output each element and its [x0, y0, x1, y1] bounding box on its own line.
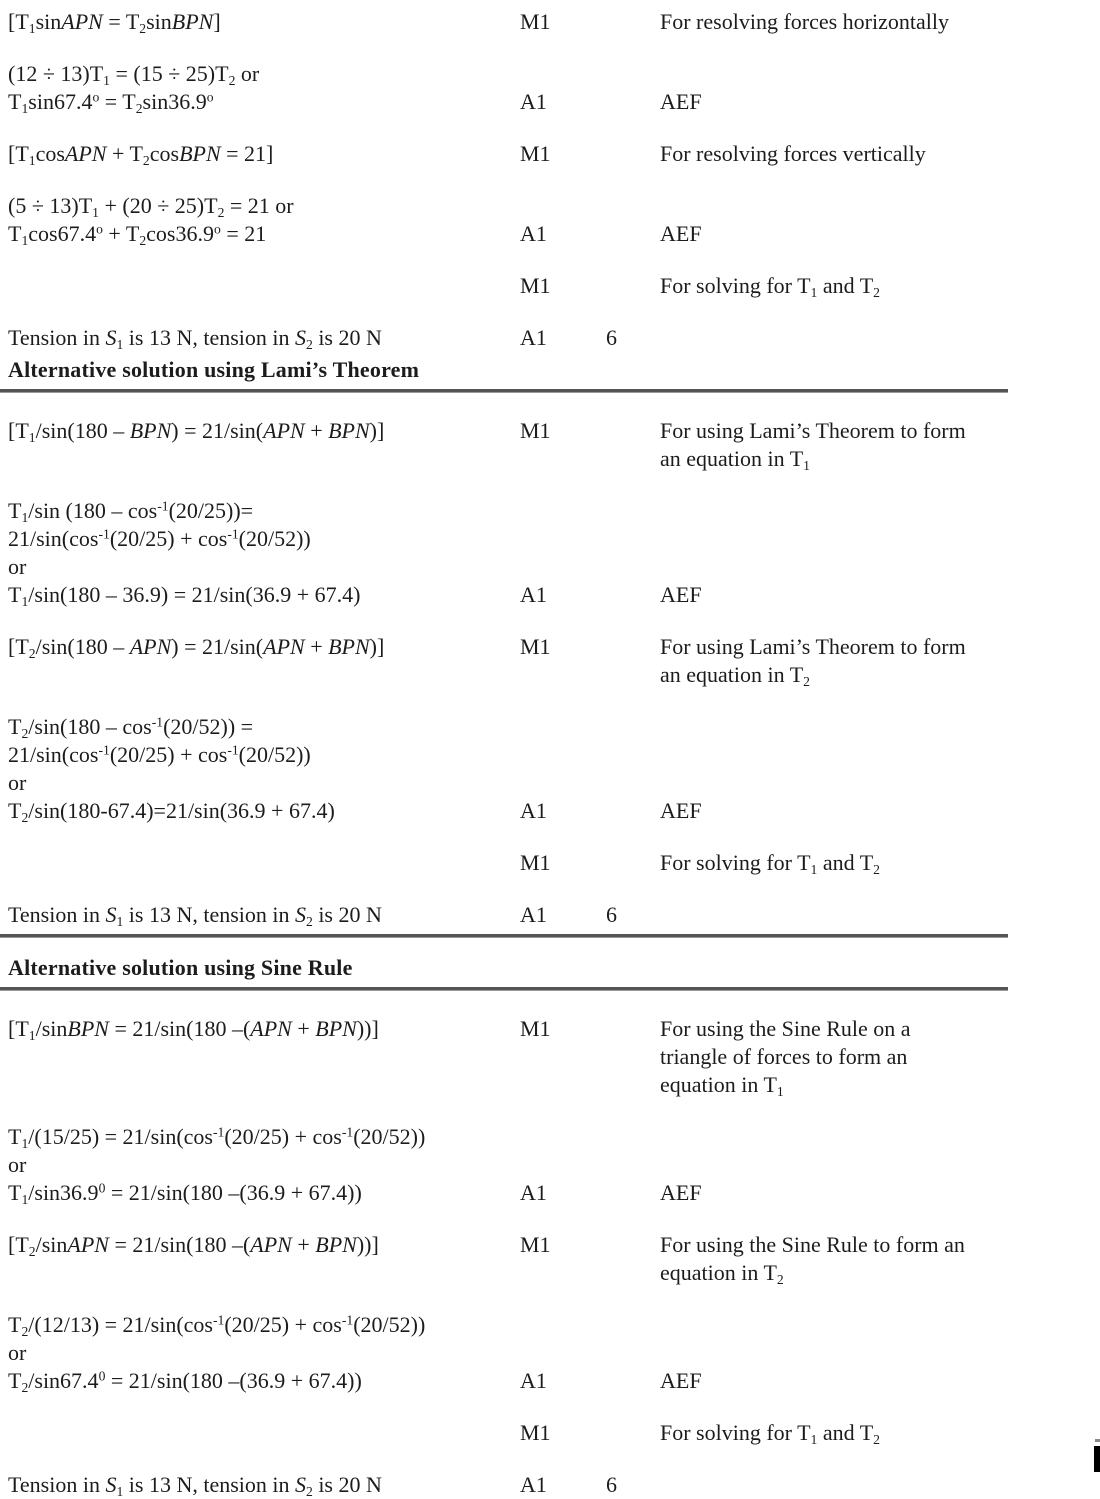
mark-cell: A1 [520, 89, 547, 114]
working-cell: $(12 \div 13)T_1 = (15 \div 25)T_2$ or $T_1\sin 67.4^o = T_2\sin 36.9^o$ [8, 61, 260, 116]
working-cell: Tension in $S_1$ is 13 N, tension in $S_2$ is 20 N [8, 902, 382, 929]
working-cell [8, 272, 520, 273]
scan-edge-artifact [1094, 1446, 1100, 1472]
total-cell [606, 1394, 660, 1395]
total-cell [606, 1419, 660, 1420]
section-divider [0, 934, 1008, 938]
mark-cell: M1 [520, 634, 551, 659]
table-row [8, 1015, 1008, 1099]
table-row [8, 417, 1008, 473]
table-row [8, 1123, 1008, 1207]
table-row [8, 60, 1008, 116]
mark-cell: M1 [520, 418, 551, 443]
total-cell [606, 849, 660, 850]
working-cell: [$T_1cosAPN$ + $T_2cosBPN = 21$] [8, 141, 274, 168]
comment-cell: For resolving forces horizontally [660, 9, 949, 34]
table-row [8, 140, 1008, 168]
working-cell: [$T_2$/sinAPN = 21/sin(180 –(APN + BPN))] [8, 1232, 379, 1259]
working-cell: [$T_1sinAPN$ = $T_2sinBPN$] [8, 9, 221, 36]
scan-edge-artifact-tick [1095, 1439, 1100, 1442]
table-row [8, 8, 1008, 36]
comment-cell: AEF [660, 221, 702, 246]
working-cell: $[T_1/\sin(180 - BPN) = 21/\sin(APN + BPN)]$ [8, 418, 385, 445]
working-cell: Tension in $S_1$ is 13 N, tension in $S_2$ is 20 N [8, 1472, 382, 1499]
working-cell [8, 1419, 520, 1420]
mark-cell: A1 [520, 798, 547, 823]
total-cell [606, 247, 660, 248]
total-cell [606, 1015, 660, 1016]
working-cell: $T_1/(15/25) = 21/\sin(\cos^{-1}(20/25) + \cos^{-1}(20/52))$ or $T_1/\sin 36.9^0 = 21/\sin(180$ –(36.9 + 67.4)) [8, 1124, 426, 1207]
working-cell: $(5 \div 13)T_1 + (20 \div 25)T_2 = 21$ or $T_1\cos 67.4^o + T_2\cos 36.9^o = 21$ [8, 193, 294, 248]
total-cell [606, 633, 660, 634]
comment-cell: For using Lami’s Theorem to form an equation in $T_1$ [660, 418, 966, 473]
total-cell: 6 [606, 325, 617, 350]
table-row [8, 324, 1008, 352]
mark-cell: M1 [520, 850, 551, 875]
table-row [8, 1311, 1008, 1395]
total-cell: 6 [606, 1472, 617, 1497]
working-cell: Tension in $S_1$ is 13 N, tension in $S_2$ is 20 N [8, 325, 382, 352]
working-cell [8, 849, 520, 850]
mark-cell: M1 [520, 1420, 551, 1445]
comment-cell: For using the Sine Rule on a triangle of forces to form an equation in $T_1$ [660, 1016, 911, 1099]
mark-cell: M1 [520, 141, 551, 166]
total-cell [606, 417, 660, 418]
comment-cell [660, 324, 1007, 325]
comment-cell: For using Lami’s Theorem to form an equation in $T_2$ [660, 634, 966, 689]
total-cell [606, 1206, 660, 1207]
mark-cell: M1 [520, 273, 551, 298]
mark-cell: A1 [520, 1368, 547, 1393]
mark-cell: A1 [520, 1180, 547, 1205]
table-row [8, 901, 1008, 929]
comment-cell: AEF [660, 1180, 702, 1205]
total-cell [606, 115, 660, 116]
section-divider [0, 389, 1008, 393]
mark-cell: A1 [520, 1472, 547, 1497]
table-row [8, 192, 1008, 248]
total-cell [606, 8, 660, 9]
table-row [8, 1419, 1008, 1447]
table-row [8, 272, 1008, 300]
comment-cell: For solving for $T_1$ and $T_2$ [660, 1420, 880, 1447]
mark-cell: A1 [520, 221, 547, 246]
mark-cell: A1 [520, 582, 547, 607]
comment-cell: AEF [660, 798, 702, 823]
table-row [8, 713, 1008, 825]
table-row [8, 849, 1008, 877]
section-heading: Alternative solution using Lami’s Theorem [8, 357, 420, 382]
total-cell [606, 824, 660, 825]
mark-cell: M1 [520, 1232, 551, 1257]
total-cell [606, 272, 660, 273]
total-cell: 6 [606, 902, 617, 927]
table-row [8, 497, 1008, 609]
mark-cell: M1 [520, 1016, 551, 1041]
comment-cell: For using the Sine Rule to form an equation in $T_2$ [660, 1232, 965, 1287]
table-row [8, 1471, 1008, 1499]
mark-cell: M1 [520, 9, 551, 34]
comment-cell: AEF [660, 89, 702, 114]
comment-cell: For solving for $T_1$ and $T_2$ [660, 273, 880, 300]
comment-cell [660, 901, 1007, 902]
comment-cell: AEF [660, 582, 702, 607]
working-cell: $T_2/\sin(180 - \cos^{-1}(20/52))$ = $21/\sin(\cos^{-1}(20/25) + \cos^{-1}(20/52))$ or $T_2/\sin(180-67.4)=21/\sin(36.9 + 67.4)$ [8, 714, 335, 825]
comment-cell: For solving for $T_1$ and $T_2$ [660, 850, 880, 877]
total-cell [606, 140, 660, 141]
comment-cell: AEF [660, 1368, 702, 1393]
total-cell [606, 1231, 660, 1232]
total-cell [606, 608, 660, 609]
working-cell: $[T_2/\sin(180 - APN) = 21/\sin(APN + BPN)]$ [8, 634, 385, 661]
section-divider [0, 987, 1008, 991]
mark-cell: A1 [520, 902, 547, 927]
working-cell: $T_2/(12/13) = 21/\sin(\cos^{-1}(20/25) + \cos^{-1}(20/52))$ or $T_2/\sin 67.4^0 = 21/\sin(180$ –(36.9 + 67.4)) [8, 1312, 426, 1395]
comment-cell [660, 1471, 1007, 1472]
working-cell: $T_1/\sin$ $(180 - \cos^{-1}(20/25))=$ $21/\sin(\cos^{-1}(20/25) + \cos^{-1}(20/52))$ or $T_1/\sin(180 - 36.9) = 21/\sin(36.9 + 67.4)$ [8, 498, 361, 609]
comment-cell: For resolving forces vertically [660, 141, 926, 166]
table-row [8, 633, 1008, 689]
section-heading: Alternative solution using Sine Rule [8, 955, 353, 980]
table-row [8, 1231, 1008, 1287]
working-cell: [$T_1$/sinBPN = 21/sin(180 –(APN + BPN))] [8, 1016, 379, 1043]
mark-cell: A1 [520, 325, 547, 350]
